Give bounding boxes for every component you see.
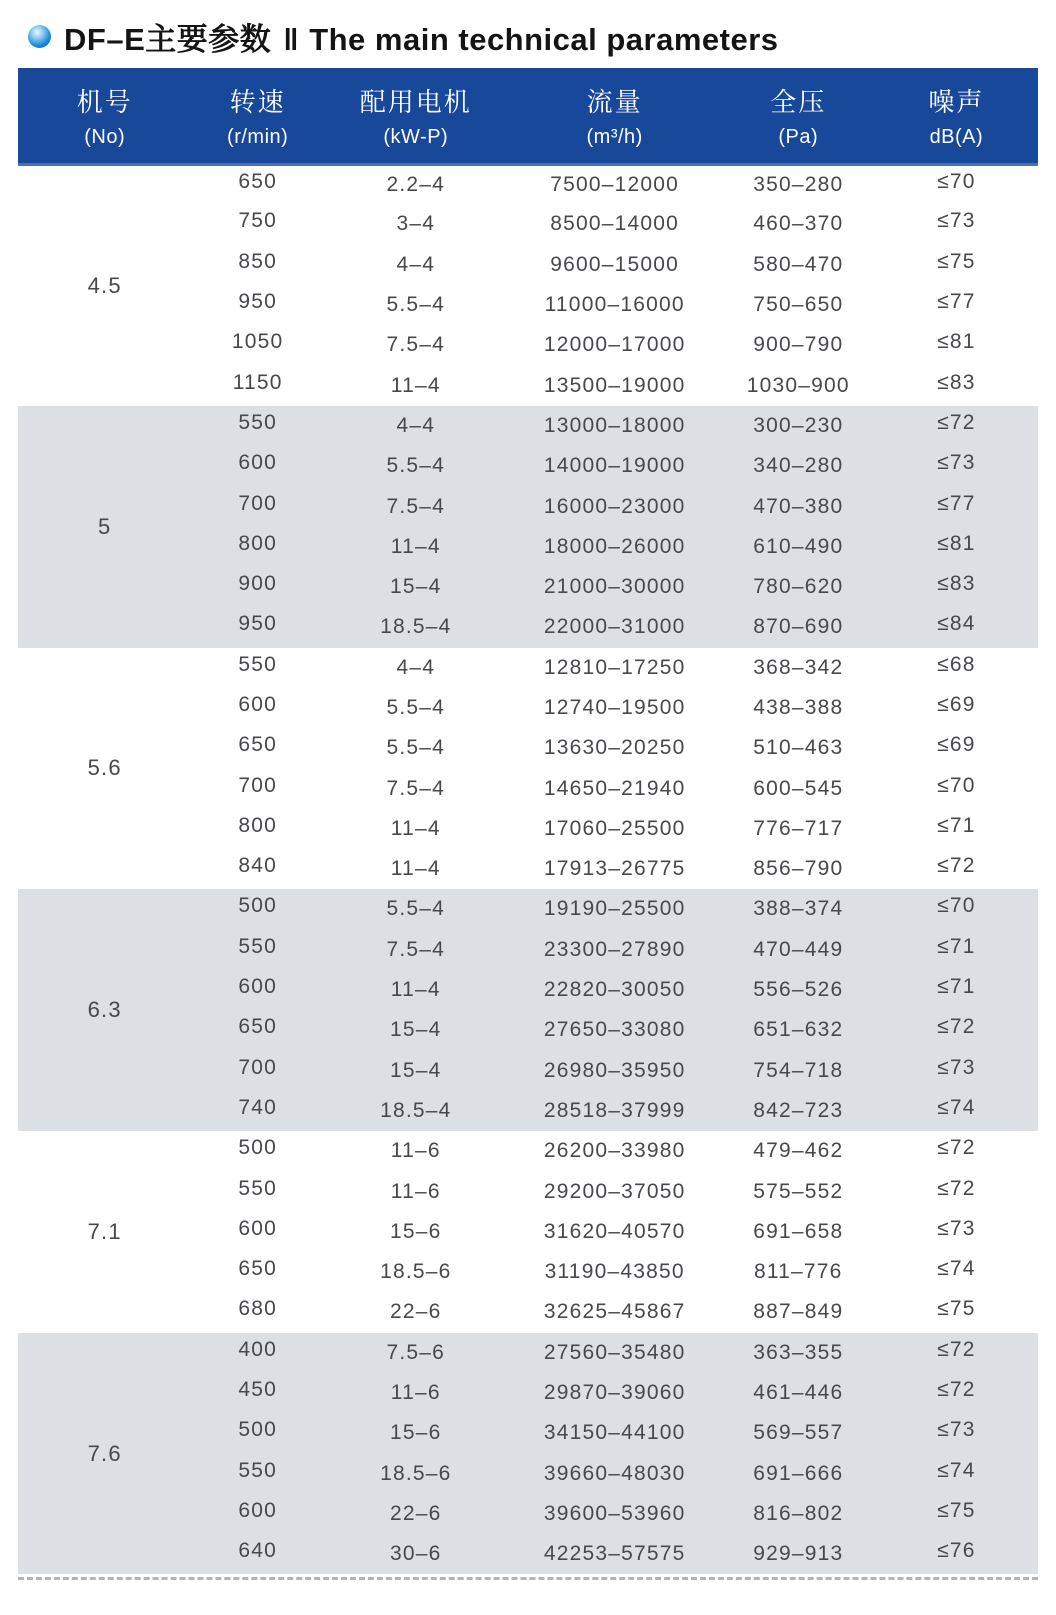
cell-motor: 7.5–6 <box>324 1333 508 1373</box>
cell-noise: ≤74 <box>875 1091 1038 1131</box>
column-header-motor <box>324 68 508 164</box>
cell-noise: ≤77 <box>937 290 976 314</box>
cell-speed: 900 <box>191 567 324 607</box>
cell-noise: ≤73 <box>875 446 1038 486</box>
cell-noise: ≤71 <box>875 970 1038 1010</box>
cell-pressure: 438–388 <box>753 696 844 719</box>
cell-flow: 17913–26775 <box>543 857 686 881</box>
cell-motor: 4–4 <box>324 406 508 446</box>
cell-flow: 21000–30000 <box>508 567 722 607</box>
group-no-cell: 7.1 <box>87 1218 122 1244</box>
cell-motor: 7.5–4 <box>386 776 446 800</box>
cell-motor: 11–4 <box>324 970 508 1010</box>
group-no-cell: 6.3 <box>18 889 191 1131</box>
cell-speed: 500 <box>191 889 324 929</box>
cell-motor: 30–6 <box>324 1534 508 1574</box>
cell-noise: ≤73 <box>875 1051 1038 1091</box>
cell-pressure: 610–490 <box>722 527 875 567</box>
cell-motor: 18.5–4 <box>324 607 508 647</box>
cell-pressure: 600–545 <box>753 776 844 800</box>
cell-pressure: 929–913 <box>722 1534 875 1574</box>
cell-flow: 26200–33980 <box>543 1139 686 1163</box>
page-title <box>28 15 1038 57</box>
cell-flow: 13500–19000 <box>543 373 686 397</box>
cell-speed: 650 <box>238 169 277 193</box>
cell-speed: 650 <box>238 1257 277 1281</box>
column-header-unit: (Pa) <box>778 125 819 148</box>
cell-motor: 15–4 <box>324 1010 508 1050</box>
column-header-zh: 配用电机 <box>359 86 472 117</box>
cell-flow: 18000–26000 <box>508 527 722 567</box>
cell-flow: 12740–19500 <box>543 696 686 719</box>
cell-flow: 31190–43850 <box>544 1260 685 1284</box>
cell-speed: 840 <box>238 854 277 878</box>
table-bottom-edge <box>18 1577 1038 1580</box>
cell-flow: 31620–40570 <box>543 1219 686 1243</box>
cell-flow: 22000–31000 <box>508 607 722 647</box>
cell-pressure: 780–620 <box>722 567 875 607</box>
cell-motor: 5.5–4 <box>324 446 508 486</box>
cell-speed: 600 <box>191 1494 324 1534</box>
column-header-zh: 转速 <box>229 86 286 117</box>
cell-speed: 700 <box>191 486 324 526</box>
cell-motor: 18.5–6 <box>324 1454 508 1494</box>
cell-pressure: 363–355 <box>722 1333 875 1373</box>
cell-speed: 800 <box>191 527 324 567</box>
cell-noise: ≤84 <box>875 607 1038 647</box>
table-row <box>18 1131 1038 1171</box>
group-no-cell: 7.6 <box>18 1333 191 1575</box>
cell-flow: 22820–30050 <box>508 970 722 1010</box>
cell-motor: 4–4 <box>396 655 436 679</box>
cell-speed: 680 <box>238 1297 277 1321</box>
cell-flow: 14650–21940 <box>543 776 686 800</box>
cell-motor: 11–6 <box>390 1179 441 1203</box>
cell-speed: 650 <box>238 733 277 757</box>
parameters-table <box>18 68 1038 1574</box>
cell-motor: 11–6 <box>390 1139 441 1163</box>
cell-pressure: 816–802 <box>722 1494 875 1534</box>
cell-noise: ≤74 <box>875 1454 1038 1494</box>
title-text <box>64 14 779 59</box>
cell-speed: 1050 <box>231 330 284 354</box>
cell-noise: ≤70 <box>937 773 976 797</box>
cell-speed: 550 <box>191 1454 324 1494</box>
cell-flow: 29870–39060 <box>508 1373 722 1413</box>
cell-noise: ≤72 <box>937 1136 976 1160</box>
cell-flow: 13000–18000 <box>508 406 722 446</box>
cell-speed: 450 <box>191 1373 324 1413</box>
cell-pressure: 340–280 <box>722 446 875 486</box>
cell-noise: ≤72 <box>875 1373 1038 1413</box>
cell-noise: ≤74 <box>937 1257 976 1281</box>
cell-noise: ≤71 <box>937 813 976 837</box>
cell-pressure: 691–666 <box>722 1454 875 1494</box>
column-header-unit: (kW-P) <box>383 125 449 148</box>
cell-pressure: 388–374 <box>722 889 875 929</box>
cell-pressure: 691–658 <box>753 1219 844 1243</box>
cell-flow: 26980–35950 <box>508 1051 722 1091</box>
cell-motor: 5.5–4 <box>324 889 508 929</box>
cell-motor: 11–4 <box>324 527 508 567</box>
cell-motor: 18.5–6 <box>380 1260 452 1284</box>
cell-motor: 7.5–4 <box>386 333 446 357</box>
cell-speed: 950 <box>191 607 324 647</box>
cell-motor: 11–4 <box>390 857 441 881</box>
cell-pressure: 479–462 <box>753 1139 844 1163</box>
cell-motor: 11–4 <box>390 373 441 397</box>
cell-noise: ≤83 <box>875 567 1038 607</box>
column-header-zh: 全压 <box>770 86 827 117</box>
cell-pressure: 461–446 <box>722 1373 875 1413</box>
cell-motor: 15–6 <box>324 1413 508 1453</box>
group-no-cell: 4.5 <box>87 272 122 298</box>
cell-pressure: 811–776 <box>753 1260 843 1284</box>
title-zh: DF–E主要参数 <box>64 21 272 57</box>
cell-flow: 27650–33080 <box>508 1010 722 1050</box>
cell-motor: 7.5–4 <box>324 486 508 526</box>
cell-noise: ≤81 <box>875 527 1038 567</box>
cell-noise: ≤76 <box>875 1534 1038 1574</box>
cell-motor: 11–4 <box>390 816 441 840</box>
cell-noise: ≤68 <box>937 652 976 676</box>
cell-noise: ≤77 <box>875 486 1038 526</box>
cell-flow: 39600–53960 <box>508 1494 722 1534</box>
column-header-unit: (No) <box>84 125 126 148</box>
column-header-zh: 噪声 <box>928 86 985 117</box>
cell-speed: 600 <box>191 970 324 1010</box>
cell-noise: ≤69 <box>937 733 976 757</box>
cell-pressure: 368–342 <box>753 655 844 679</box>
group-no-cell: 5 <box>18 406 191 648</box>
cell-flow: 32625–45867 <box>543 1300 686 1324</box>
cell-noise: ≤75 <box>937 249 976 273</box>
cell-speed: 740 <box>191 1091 324 1131</box>
cell-motor: 4–4 <box>396 252 436 276</box>
cell-pressure: 887–849 <box>753 1300 844 1324</box>
cell-pressure: 470–380 <box>722 486 875 526</box>
title-separator: ‖ <box>283 21 300 57</box>
cell-flow: 39660–48030 <box>508 1454 722 1494</box>
cell-noise: ≤73 <box>937 1216 976 1240</box>
cell-motor: 5.5–4 <box>386 736 446 760</box>
cell-pressure: 510–463 <box>753 736 844 760</box>
cell-flow: 7500–12000 <box>550 172 680 196</box>
cell-flow: 14000–19000 <box>508 446 722 486</box>
cell-flow: 11000–16000 <box>544 293 685 317</box>
cell-speed: 650 <box>191 1010 324 1050</box>
cell-speed: 600 <box>238 693 277 716</box>
column-header-unit: dB(A) <box>929 125 984 148</box>
cell-pressure: 651–632 <box>722 1010 875 1050</box>
cell-motor: 22–6 <box>324 1494 508 1534</box>
cell-pressure: 856–790 <box>753 857 844 881</box>
cell-speed: 700 <box>191 1051 324 1091</box>
cell-speed: 550 <box>238 652 277 676</box>
cell-speed: 850 <box>238 249 277 273</box>
cell-pressure: 870–690 <box>722 607 875 647</box>
cell-speed: 500 <box>238 1136 277 1160</box>
title-en: The main technical parameters <box>309 21 779 57</box>
header-row <box>18 68 1038 164</box>
table-row <box>18 406 1038 446</box>
cell-noise: ≤73 <box>875 1413 1038 1453</box>
cell-speed: 500 <box>191 1413 324 1453</box>
parameters-table-wrap <box>18 68 1038 1574</box>
column-header-pressure <box>722 68 875 164</box>
cell-flow: 12810–17250 <box>543 655 686 679</box>
cell-flow: 8500–14000 <box>550 212 680 236</box>
cell-noise: ≤72 <box>875 1010 1038 1050</box>
group-no-cell: 5.6 <box>87 755 122 781</box>
table-row <box>18 1333 1038 1373</box>
cell-flow: 42253–57575 <box>508 1534 722 1574</box>
cell-speed: 550 <box>191 930 324 970</box>
cell-pressure: 350–280 <box>753 172 844 196</box>
cell-noise: ≤75 <box>875 1494 1038 1534</box>
cell-noise: ≤70 <box>875 889 1038 929</box>
cell-flow: 23300–27890 <box>508 930 722 970</box>
table-row <box>18 164 1038 204</box>
cell-flow: 9600–15000 <box>550 252 680 276</box>
cell-pressure: 575–552 <box>753 1179 844 1203</box>
column-header-zh: 流量 <box>586 86 643 117</box>
cell-flow: 16000–23000 <box>508 486 722 526</box>
cell-noise: ≤70 <box>937 169 976 193</box>
cell-speed: 800 <box>238 813 277 837</box>
cell-motor: 15–4 <box>324 1051 508 1091</box>
cell-pressure: 470–449 <box>722 930 875 970</box>
cell-flow: 19190–25500 <box>508 889 722 929</box>
column-header-zh: 机号 <box>76 86 133 117</box>
cell-speed: 1150 <box>232 370 283 394</box>
column-header-noise <box>875 68 1038 164</box>
cell-motor: 2.2–4 <box>386 172 446 196</box>
cell-noise: ≤72 <box>875 406 1038 446</box>
column-header-no <box>18 68 191 164</box>
cell-pressure: 776–717 <box>753 816 844 840</box>
cell-noise: ≤69 <box>937 693 976 716</box>
cell-noise: ≤71 <box>875 930 1038 970</box>
cell-motor: 15–4 <box>324 567 508 607</box>
cell-speed: 550 <box>238 1176 277 1200</box>
cell-pressure: 460–370 <box>753 212 844 236</box>
cell-motor: 5.5–4 <box>386 696 446 719</box>
cell-noise: ≤72 <box>937 854 976 878</box>
cell-pressure: 300–230 <box>722 406 875 446</box>
cell-pressure: 842–723 <box>722 1091 875 1131</box>
cell-pressure: 569–557 <box>722 1413 875 1453</box>
cell-pressure: 900–790 <box>753 333 844 357</box>
cell-speed: 750 <box>238 209 277 233</box>
cell-flow: 17060–25500 <box>543 816 686 840</box>
cell-pressure: 750–650 <box>753 293 844 317</box>
column-header-flow <box>508 68 722 164</box>
cell-noise: ≤83 <box>937 370 976 394</box>
cell-pressure: 754–718 <box>722 1051 875 1091</box>
cell-speed: 640 <box>191 1534 324 1574</box>
cell-speed: 700 <box>238 773 277 797</box>
cell-noise: ≤72 <box>875 1333 1038 1373</box>
cell-motor: 22–6 <box>390 1300 442 1324</box>
cell-flow: 12000–17000 <box>543 333 686 357</box>
cell-motor: 5.5–4 <box>386 293 446 317</box>
cell-flow: 29200–37050 <box>543 1179 686 1203</box>
cell-pressure: 556–526 <box>722 970 875 1010</box>
cell-pressure: 1030–900 <box>746 373 850 397</box>
cell-flow: 27560–35480 <box>508 1333 722 1373</box>
cell-speed: 600 <box>191 446 324 486</box>
cell-noise: ≤73 <box>937 209 976 233</box>
cell-noise: ≤72 <box>937 1176 976 1200</box>
cell-motor: 11–6 <box>324 1373 508 1413</box>
table-body <box>18 164 1038 1574</box>
cell-flow: 13630–20250 <box>543 736 686 760</box>
cell-motor: 7.5–4 <box>324 930 508 970</box>
table-row <box>18 648 1038 688</box>
cell-noise: ≤75 <box>937 1297 976 1321</box>
column-header-unit: (r/min) <box>227 125 289 148</box>
cell-pressure: 580–470 <box>753 252 844 276</box>
column-header-speed <box>191 68 324 164</box>
cell-motor: 18.5–4 <box>324 1091 508 1131</box>
cell-flow: 34150–44100 <box>508 1413 722 1453</box>
cell-speed: 950 <box>238 290 277 314</box>
column-header-unit: (m³/h) <box>586 125 643 148</box>
cell-speed: 600 <box>238 1216 277 1240</box>
bullet-icon <box>28 25 51 48</box>
table-row <box>18 889 1038 929</box>
cell-speed: 550 <box>191 406 324 446</box>
cell-flow: 28518–37999 <box>508 1091 722 1131</box>
cell-motor: 15–6 <box>390 1219 442 1243</box>
cell-speed: 400 <box>191 1333 324 1373</box>
cell-noise: ≤81 <box>937 330 976 354</box>
cell-motor: 3–4 <box>396 212 436 236</box>
